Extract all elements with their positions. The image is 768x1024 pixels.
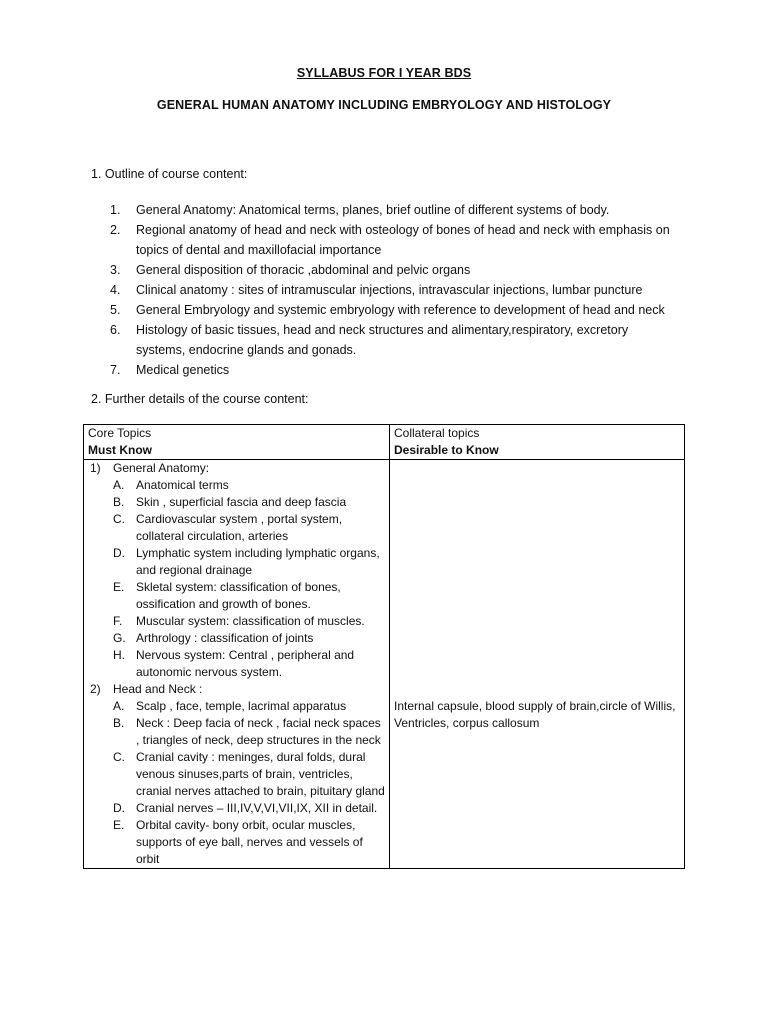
- outline-num: 6.: [110, 323, 121, 337]
- outline-item: [110, 300, 680, 320]
- item-text: Cardiovascular system , portal system, collateral circulation, arteries: [136, 512, 343, 543]
- item-text: Scalp , face, temple, lacrimal apparatus: [136, 699, 347, 713]
- item-letter: G.: [113, 631, 126, 645]
- item-text: Nervous system: Central , peripheral and autonomic nervous system.: [136, 648, 355, 679]
- outline-item: [110, 200, 680, 220]
- item-letter: H.: [113, 648, 125, 662]
- section-heading-details: 2. Further details of the course content:: [91, 392, 309, 406]
- syllabus-title: SYLLABUS FOR I YEAR BDS: [296, 66, 472, 80]
- collateral-text: Internal capsule, blood supply of brain,circle of Willis, Ventricles, corpus callosum: [394, 699, 676, 730]
- collateral-topics-cell: [390, 460, 685, 869]
- topic-item: [88, 817, 385, 868]
- outline-text: General Embryology and systemic embryology with reference to development of head and neck: [136, 303, 665, 317]
- item-letter: D.: [113, 801, 125, 815]
- group-num: 2): [90, 682, 101, 696]
- outline-num: 1.: [110, 203, 121, 217]
- table-header-row: [84, 425, 685, 460]
- topic-item: [88, 494, 385, 511]
- item-text: Cranial cavity : meninges, dural folds, dural venous sinuses,parts of brain, ventricles, cranial nerves attached to brain, pituitary gland: [136, 750, 385, 798]
- outline-item: [110, 260, 680, 280]
- header-label: Collateral topics: [394, 426, 480, 440]
- outline-text: General disposition of thoracic ,abdominal and pelvic organs: [136, 263, 471, 277]
- outline-item: [110, 220, 680, 260]
- outline-text: Medical genetics: [136, 363, 230, 377]
- item-text: Neck : Deep facia of neck , facial neck spaces , triangles of neck, deep structures in the neck: [136, 716, 381, 747]
- outline-num: 5.: [110, 303, 121, 317]
- topic-item: [88, 800, 385, 817]
- item-letter: A.: [113, 699, 125, 713]
- topic-item: [88, 749, 385, 800]
- core-topics-cell: [84, 460, 390, 869]
- topic-item: [88, 511, 385, 545]
- outline-num: 7.: [110, 363, 121, 377]
- item-text: Anatomical terms: [136, 478, 229, 492]
- outline-list: [110, 200, 680, 380]
- subject-title: GENERAL HUMAN ANATOMY INCLUDING EMBRYOLOGY AND HISTOLOGY: [156, 98, 612, 112]
- header-sublabel: Desirable to Know: [394, 443, 499, 457]
- header-collateral-topics: [390, 425, 685, 460]
- topic-group: [88, 460, 385, 477]
- item-text: Skin , superficial fascia and deep fascia: [136, 495, 347, 509]
- item-letter: E.: [113, 818, 125, 832]
- item-letter: A.: [113, 478, 125, 492]
- item-text: Cranial nerves – III,IV,V,VI,VII,IX, XII in detail.: [136, 801, 378, 815]
- outline-num: 3.: [110, 263, 121, 277]
- outline-num: 2.: [110, 223, 121, 237]
- item-letter: C.: [113, 750, 125, 764]
- topic-item: [88, 630, 385, 647]
- item-letter: F.: [113, 614, 123, 628]
- topic-item: [88, 698, 385, 715]
- syllabus-table: [83, 424, 685, 869]
- item-letter: B.: [113, 716, 125, 730]
- outline-text: General Anatomy: Anatomical terms, planes, brief outline of different systems of body.: [136, 203, 610, 217]
- item-letter: E.: [113, 580, 125, 594]
- topic-item: [88, 647, 385, 681]
- section-heading-outline: 1. Outline of course content:: [91, 167, 248, 181]
- item-text: Lymphatic system including lymphatic organs, and regional drainage: [136, 546, 380, 577]
- item-letter: D.: [113, 546, 125, 560]
- topic-item: [88, 613, 385, 630]
- group-title: Head and Neck :: [113, 682, 203, 696]
- item-letter: C.: [113, 512, 125, 526]
- item-text: Skletal system: classification of bones, ossification and growth of bones.: [136, 580, 341, 611]
- header-sublabel: Must Know: [88, 443, 152, 457]
- group-title: General Anatomy:: [113, 461, 210, 475]
- group-num: 1): [90, 461, 101, 475]
- outline-item: [110, 360, 680, 380]
- outline-text: Histology of basic tissues, head and neck structures and alimentary,respiratory, excretory systems, endocrine glands and gonads.: [136, 323, 629, 357]
- outline-num: 4.: [110, 283, 121, 297]
- item-text: Arthrology : classification of joints: [136, 631, 314, 645]
- header-core-topics: [84, 425, 390, 460]
- topic-item: [88, 715, 385, 749]
- header-label: Core Topics: [88, 426, 152, 440]
- item-text: Orbital cavity- bony orbit, ocular muscles, supports of eye ball, nerves and vessels of orbit: [136, 818, 363, 866]
- item-letter: B.: [113, 495, 125, 509]
- outline-item: [110, 280, 680, 300]
- outline-text: Clinical anatomy : sites of intramuscular injections, intravascular injections, lumbar puncture: [136, 283, 643, 297]
- outline-item: [110, 320, 680, 360]
- outline-text: Regional anatomy of head and neck with osteology of bones of head and neck with emphasis on topics of dental and maxillofacial importance: [136, 223, 670, 257]
- topic-group: [88, 681, 385, 698]
- topic-item: [88, 477, 385, 494]
- table-row: [84, 460, 685, 869]
- topic-item: [88, 579, 385, 613]
- topic-item: [88, 545, 385, 579]
- item-text: Muscular system: classification of muscles.: [136, 614, 365, 628]
